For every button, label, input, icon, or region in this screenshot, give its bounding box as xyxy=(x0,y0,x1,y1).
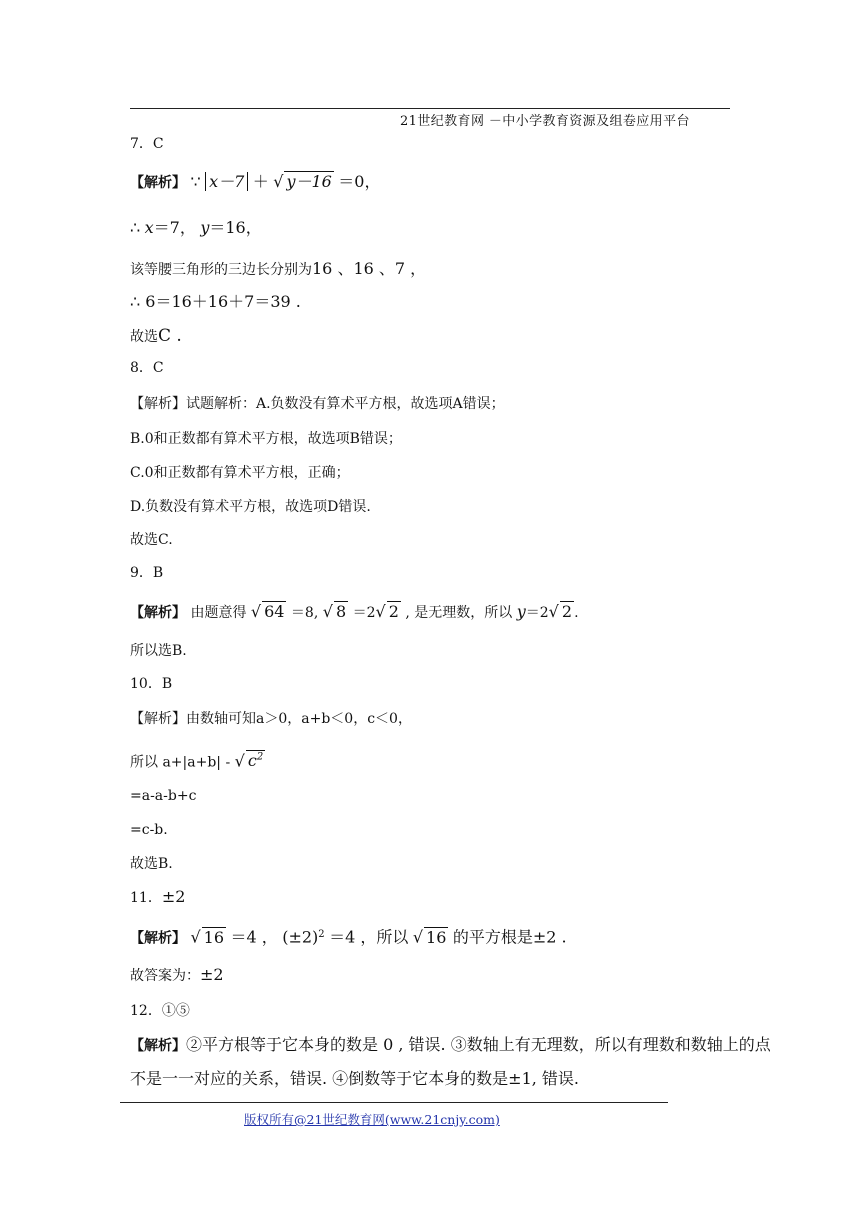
q12-line-2: 不是一一对应的关系，错误. ④倒数等于它本身的数是±1, 错误. xyxy=(130,1069,580,1088)
q7-line-2 xyxy=(130,218,262,239)
sqrt-8: 8 xyxy=(335,602,347,621)
sqrt-expression: y－16 xyxy=(286,172,332,191)
sqrt-2-a: 2 xyxy=(388,602,399,621)
abs-expression: x－7 xyxy=(205,172,248,191)
q8-line-1: 【解析】试题解析：A.负数没有算术平方根，故选项A错误； xyxy=(130,396,505,412)
q9-text-6: . xyxy=(574,605,579,621)
var-c: c xyxy=(247,751,257,771)
exponent: 2 xyxy=(318,929,325,940)
q7-number: 7．C xyxy=(130,136,164,152)
q7-line-5 xyxy=(130,326,182,347)
q8-number: 8．C xyxy=(130,360,164,376)
q11-line-1 xyxy=(130,925,567,949)
header-rule xyxy=(130,108,730,109)
equals-zero: ＝0， xyxy=(338,172,381,191)
sqrt-16-a: 16 xyxy=(203,927,225,947)
sqrt-16-b: 16 xyxy=(426,927,447,947)
y-value: ＝16， xyxy=(209,218,262,237)
q11-text-2: (±2) xyxy=(282,927,319,947)
analysis-label: 【解析】 xyxy=(130,930,186,947)
q7-line-3 xyxy=(130,259,426,280)
q10-line-2 xyxy=(130,748,265,772)
q10-line-1: 【解析】由数轴可知a＞0，a+b＜0，c＜0， xyxy=(130,711,412,727)
q11-answer-2: ±2 xyxy=(200,965,224,984)
sqrt-icon: √ xyxy=(548,602,559,621)
q9-text-3: ＝2 xyxy=(352,605,376,621)
x-value: ＝7， xyxy=(153,218,196,237)
q8-line-3: C.0和正数都有算术平方根，正确； xyxy=(130,465,350,481)
sqrt-c-squared xyxy=(246,750,265,770)
q7-line-1 xyxy=(130,172,380,193)
q7-answer: C . xyxy=(158,326,182,346)
q9-line-2: 所以选B. xyxy=(130,643,187,659)
q7-sides: 16 、16 、7 ， xyxy=(312,259,427,278)
q9-text-2: ＝8, xyxy=(290,605,319,621)
q7-line-4: ∴ 6＝16＋16＋7＝39 . xyxy=(130,292,301,311)
q9-line-1 xyxy=(130,602,579,623)
sqrt-icon: √ xyxy=(234,751,245,771)
q11-line-2 xyxy=(130,965,224,986)
sqrt-2-b: 2 xyxy=(561,602,573,621)
q11-num: 11． xyxy=(130,890,162,906)
analysis-label: 【解析】 xyxy=(130,605,186,621)
sqrt-icon: √ xyxy=(412,927,424,947)
header-text: 21世纪教育网 －中小学教育资源及组卷应用平台 xyxy=(400,114,690,129)
q8-line-5: 故选C. xyxy=(130,532,173,548)
q12-text-1: ②平方根等于它本身的数是 0 , 错误. ③数轴上有无理数，所以有理数和数轴上的点 xyxy=(186,1035,771,1054)
q9-text-5: ＝2 xyxy=(525,605,549,621)
q9-number: 9．B xyxy=(130,565,164,581)
q12-line-1 xyxy=(130,1035,771,1056)
sqrt-64: 64 xyxy=(264,602,285,621)
q9-text-1: 由题意得 xyxy=(190,605,247,621)
q10-line-4: =c-b. xyxy=(130,822,168,838)
q8-line-4: D.负数没有算术平方根，故选项D错误. xyxy=(130,499,371,515)
sqrt-icon: √ xyxy=(250,602,262,621)
q11-text-5: 故答案为： xyxy=(130,968,200,984)
sqrt-icon: √ xyxy=(322,602,333,621)
therefore-symbol: ∴ xyxy=(130,218,141,237)
plus-sign: ＋ xyxy=(252,172,269,191)
sqrt-icon: √ xyxy=(375,602,386,621)
q11-number xyxy=(130,887,185,908)
sqrt-icon: √ xyxy=(190,927,201,947)
q11-text-4: 的平方根是±2 . xyxy=(452,927,567,947)
var-y: y xyxy=(516,602,526,621)
q10-text-2: 所以 a+|a+b| - xyxy=(130,754,235,771)
q10-line-5: 故选B. xyxy=(130,856,173,872)
var-y: y xyxy=(200,218,210,237)
q10-line-3: =a-a-b+c xyxy=(130,788,197,804)
footer-rule xyxy=(120,1102,668,1103)
analysis-label: 【解析】 xyxy=(130,1038,186,1054)
q7-text-3: 该等腰三角形的三边长分别为 xyxy=(130,262,312,278)
because-symbol: ∵ xyxy=(190,172,201,191)
q12-number: 12．①⑤ xyxy=(130,1003,190,1019)
q11-answer: ±2 xyxy=(161,887,186,906)
q9-text-4: , 是无理数，所以 xyxy=(405,605,513,621)
copyright-link[interactable]: 版权所有@21世纪教育网(www.21cnjy.com) xyxy=(244,1112,500,1127)
q11-text-3: ＝4 ，所以 xyxy=(329,927,409,947)
analysis-label: 【解析】 xyxy=(130,175,186,191)
q7-choose: 故选 xyxy=(130,329,158,345)
exponent: 2 xyxy=(256,752,264,763)
q8-line-2: B.0和正数都有算术平方根，故选项B错误； xyxy=(130,431,402,447)
sqrt-icon: √ xyxy=(273,172,284,191)
q10-number: 10．B xyxy=(130,676,173,692)
var-x: x xyxy=(144,218,154,237)
q11-text-1: ＝4 ， xyxy=(230,927,278,947)
